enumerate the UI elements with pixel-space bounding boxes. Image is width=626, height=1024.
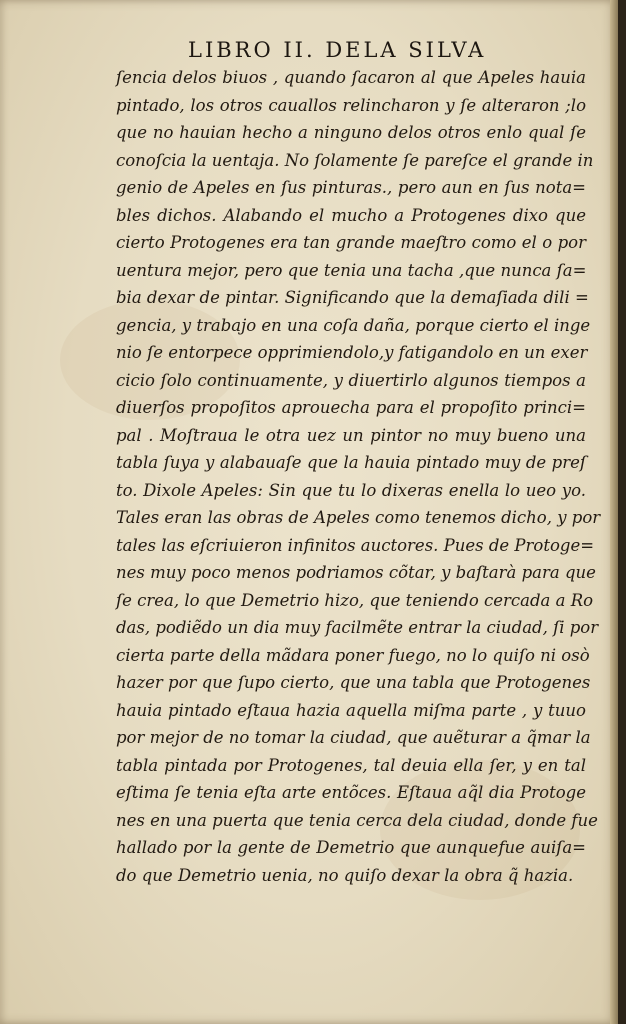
text-line: hauia pintado eſtaua hazia aquella miſma parte , y tuuo — [116, 700, 586, 720]
text-line: tabla pintada por Protogenes, tal deuia ella ſer, y en tal — [116, 755, 586, 775]
text-line: pintado, los otros cauallos relincharon y ſe alteraron ;lo — [116, 95, 586, 115]
text-line: conoſcia la uentaja. No ſolamente ſe pareſce el grande in — [116, 150, 594, 170]
text-line: ſencia delos biuos , quando ſacaron al que Apeles hauia — [116, 68, 586, 87]
text-line: diuerſos propoſitos aprouecha para el propoſito princi= — [116, 398, 586, 417]
text-line: pal . Moſtraua le otra uez un pintor no muy bueno una — [116, 425, 586, 445]
text-line: das, podiẽdo un dia muy facilmẽte entrar la ciudad, ſi por — [116, 618, 599, 637]
text-line: tabla ſuya y alabauaſe que la hauia pintado muy de preſ — [116, 453, 586, 472]
text-line: que no hauian hecho a ninguno delos otros enlo qual ſe — [116, 123, 586, 142]
running-head: LIBRO II. DELA SILVA — [188, 38, 487, 62]
text-line: to. Dixole Apeles: Sin que tu lo dixeras enella lo ueo yo. — [116, 480, 586, 500]
text-line: cicio ſolo continuamente, y diuertirlo algunos tiempos a — [116, 370, 586, 390]
text-line: Tales eran las obras de Apeles como tenemos dicho, y por — [116, 508, 601, 527]
text-line: eſtima ſe tenia eſta arte entõces. Eſtaua aq̃l dia Protoge — [116, 783, 586, 802]
text-line: cierto Protogenes era tan grande maeſtro como el o por — [116, 233, 586, 252]
text-line: uentura mejor, pero que tenia una tacha ,que nunca ſa= — [116, 260, 587, 280]
text-line: nio ſe entorpece opprimiendolo,y fatigandolo en un exer — [116, 343, 588, 362]
text-line: cierta parte della mãdara poner fuego, no lo quiſo ni osò — [116, 645, 590, 665]
text-line: bles dichos. Alabando el mucho a Protogenes dixo que — [116, 205, 586, 225]
page-edge — [610, 0, 618, 1024]
text-line: hallado por la gente de Demetrio que aunquefue auiſa= — [116, 838, 586, 857]
text-line: hazer por que ſupo cierto, que una tabla que Protogenes — [116, 673, 591, 692]
text-line: tales las eſcriuieron infinitos auctores. Pues de Protoge= — [116, 535, 595, 555]
text-line: por mejor de no tomar la ciudad, que auẽturar a q̃mar la — [116, 728, 591, 747]
text-line: do que Demetrio uenia, no quiſo dexar la obra q̃ hazia. — [116, 865, 574, 885]
text-line: ſe crea, lo que Demetrio hizo, que teniendo cercada a Ro — [116, 590, 594, 610]
text-line: gencia, y trabajo en una coſa daña, porque cierto el inge — [116, 315, 591, 335]
text-line: bia dexar de pintar. Significando que la demaſiada dili = — [116, 288, 589, 307]
text-line: genio de Apeles en ſus pinturas., pero aun en ſus nota= — [116, 178, 586, 197]
text-line: nes en una puerta que tenia cerca dela ciudad, donde fue — [116, 810, 598, 830]
body-text — [116, 64, 601, 889]
text-line: nes muy poco menos podriamos cõtar, y baſtarà para que — [116, 563, 596, 582]
